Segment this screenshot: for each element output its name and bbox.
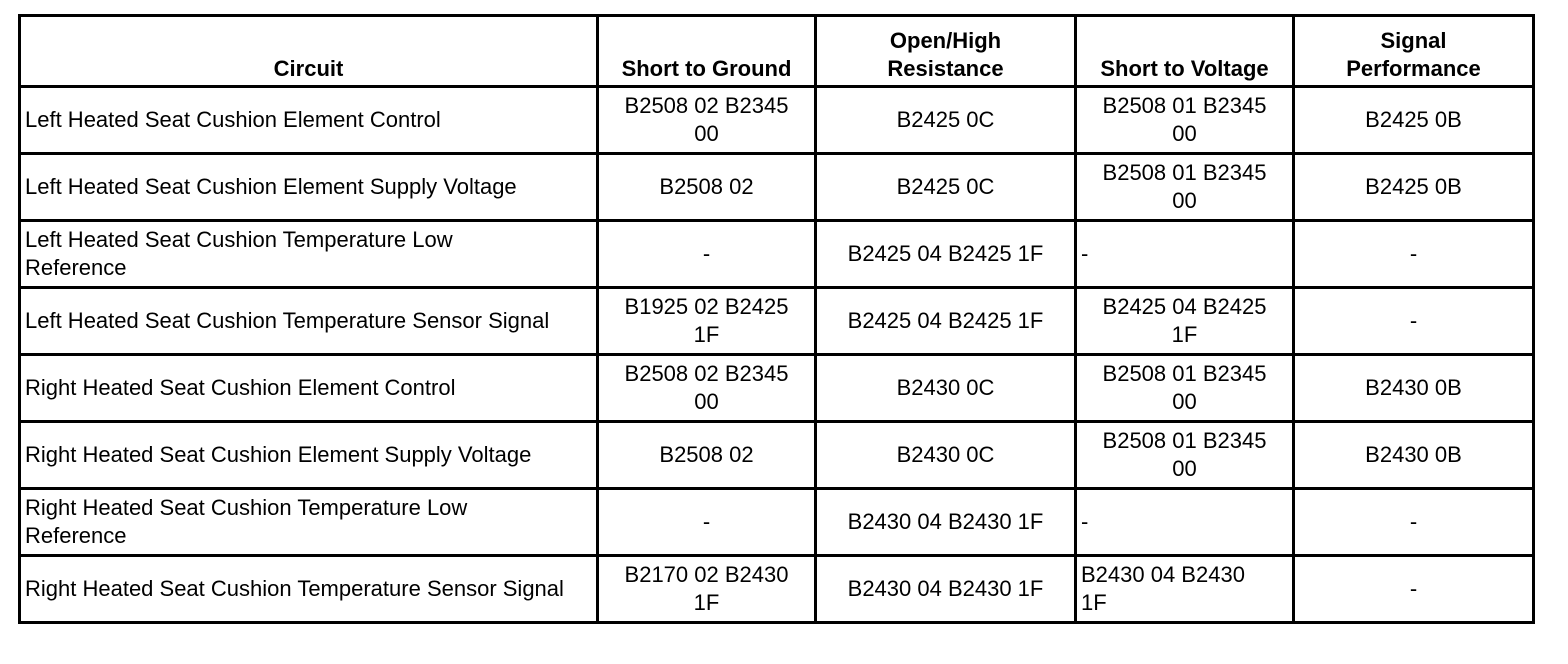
header-row: [20, 16, 1534, 87]
table-row: [20, 355, 1534, 422]
cell-open-high-resistance: B2430 04 B2430 1F: [816, 489, 1076, 556]
cell-open-high-resistance: B2430 04 B2430 1F: [816, 556, 1076, 623]
cell-signal-performance: B2425 0B: [1294, 154, 1534, 221]
cell-short-to-ground: B2508 02: [598, 154, 816, 221]
cell-signal-performance: -: [1294, 556, 1534, 623]
cell-short-to-voltage: B2508 01 B2345 00: [1076, 154, 1294, 221]
cell-open-high-resistance: B2430 0C: [816, 355, 1076, 422]
cell-short-to-voltage: B2430 04 B2430 1F: [1076, 556, 1294, 623]
table-row: [20, 154, 1534, 221]
cell-signal-performance: -: [1294, 288, 1534, 355]
table-row: [20, 288, 1534, 355]
header-signal-performance: Signal Performance: [1294, 16, 1534, 87]
cell-short-to-voltage: -: [1076, 221, 1294, 288]
cell-short-to-voltage: -: [1076, 489, 1294, 556]
table-row: [20, 422, 1534, 489]
cell-short-to-ground: B1925 02 B2425 1F: [598, 288, 816, 355]
cell-circuit: Right Heated Seat Cushion Temperature Sensor Signal: [20, 556, 598, 623]
dtc-table: [18, 14, 1535, 624]
cell-circuit: Right Heated Seat Cushion Element Control: [20, 355, 598, 422]
cell-open-high-resistance: B2430 0C: [816, 422, 1076, 489]
cell-short-to-voltage: B2508 01 B2345 00: [1076, 87, 1294, 154]
cell-circuit: Left Heated Seat Cushion Element Supply Voltage: [20, 154, 598, 221]
cell-short-to-voltage: B2508 01 B2345 00: [1076, 355, 1294, 422]
cell-signal-performance: B2430 0B: [1294, 355, 1534, 422]
table-header: [20, 16, 1534, 87]
cell-signal-performance: -: [1294, 221, 1534, 288]
cell-circuit: Left Heated Seat Cushion Element Control: [20, 87, 598, 154]
cell-open-high-resistance: B2425 04 B2425 1F: [816, 288, 1076, 355]
table-row: [20, 489, 1534, 556]
cell-open-high-resistance: B2425 0C: [816, 87, 1076, 154]
table-body: [20, 87, 1534, 623]
header-short-to-voltage: Short to Voltage: [1076, 16, 1294, 87]
table-row: [20, 87, 1534, 154]
cell-signal-performance: B2430 0B: [1294, 422, 1534, 489]
cell-short-to-ground: -: [598, 489, 816, 556]
cell-short-to-ground: B2508 02: [598, 422, 816, 489]
cell-short-to-ground: -: [598, 221, 816, 288]
cell-circuit: Left Heated Seat Cushion Temperature Sensor Signal: [20, 288, 598, 355]
cell-short-to-ground: B2508 02 B2345 00: [598, 355, 816, 422]
header-circuit: Circuit: [20, 16, 598, 87]
dtc-table-container: [18, 14, 1535, 624]
table-row: [20, 221, 1534, 288]
cell-circuit: Right Heated Seat Cushion Temperature Low Reference: [20, 489, 598, 556]
cell-open-high-resistance: B2425 0C: [816, 154, 1076, 221]
cell-open-high-resistance: B2425 04 B2425 1F: [816, 221, 1076, 288]
header-open-high-resistance: Open/High Resistance: [816, 16, 1076, 87]
cell-short-to-voltage: B2425 04 B2425 1F: [1076, 288, 1294, 355]
table-row: [20, 556, 1534, 623]
cell-short-to-voltage: B2508 01 B2345 00: [1076, 422, 1294, 489]
header-short-to-ground: Short to Ground: [598, 16, 816, 87]
cell-short-to-ground: B2170 02 B2430 1F: [598, 556, 816, 623]
cell-signal-performance: -: [1294, 489, 1534, 556]
cell-signal-performance: B2425 0B: [1294, 87, 1534, 154]
cell-circuit: Right Heated Seat Cushion Element Supply Voltage: [20, 422, 598, 489]
cell-short-to-ground: B2508 02 B2345 00: [598, 87, 816, 154]
cell-circuit: Left Heated Seat Cushion Temperature Low Reference: [20, 221, 598, 288]
